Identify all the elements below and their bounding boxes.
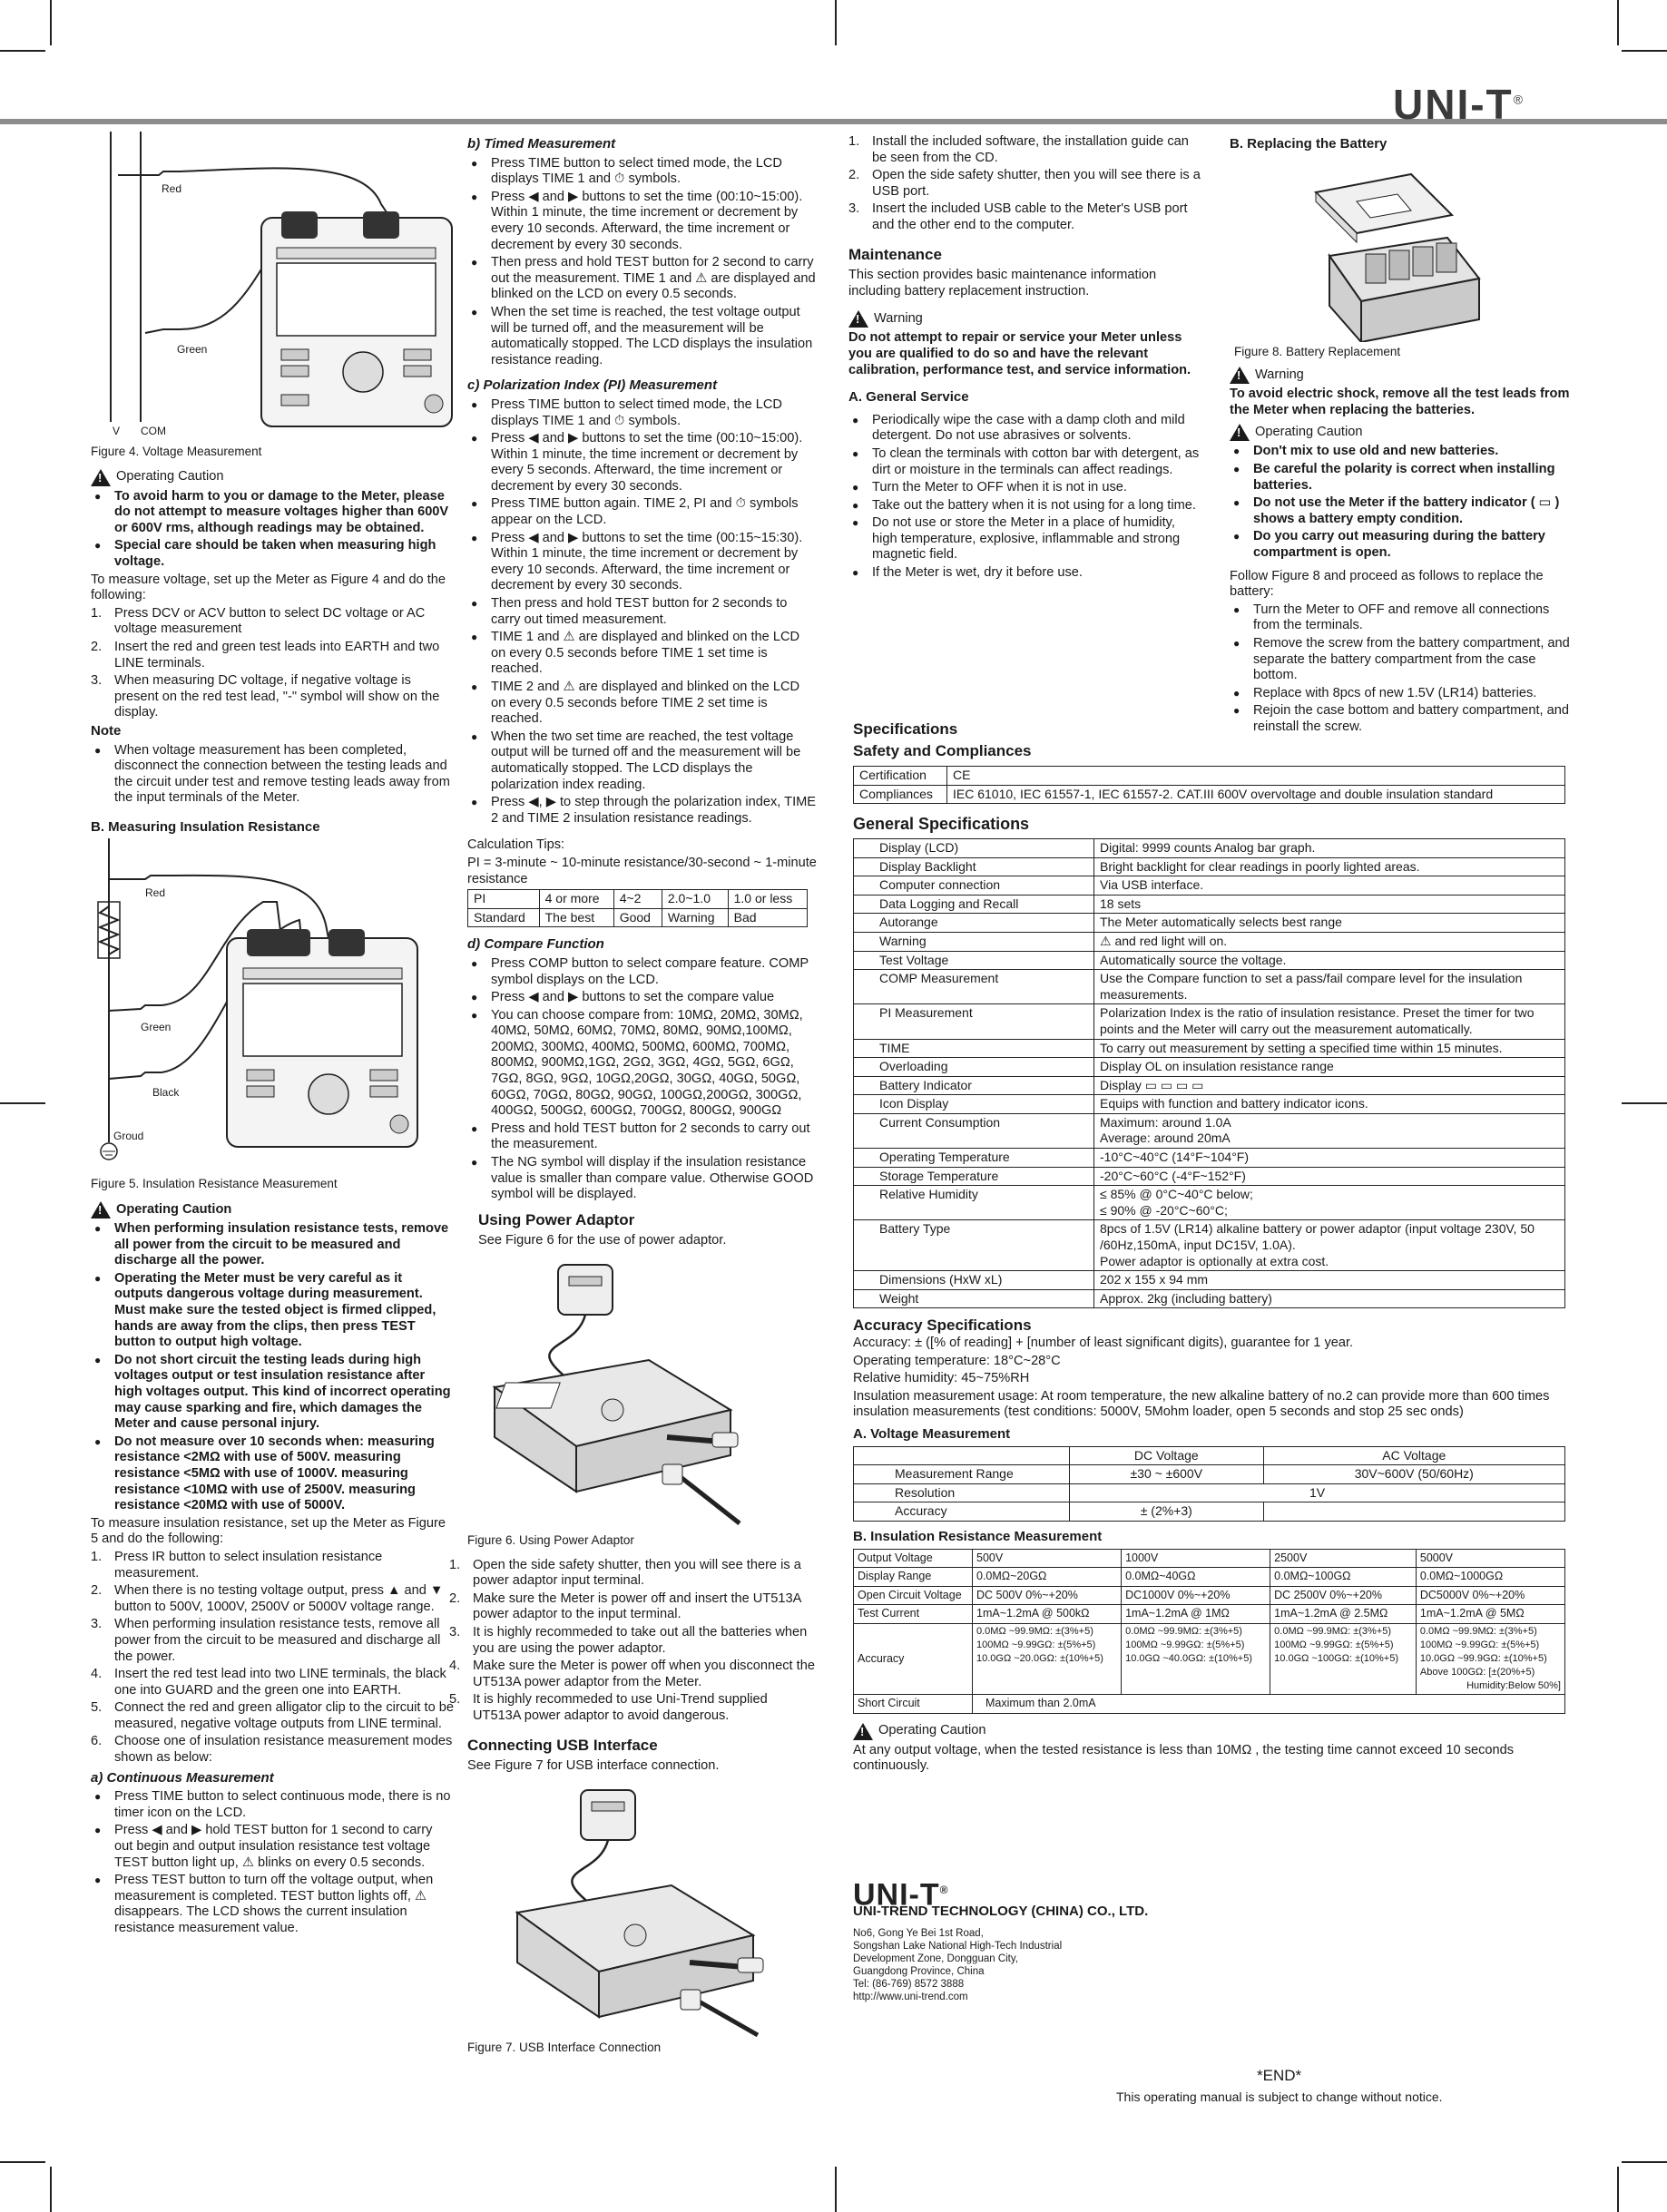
follow-text: Follow Figure 8 and proceed as follows to replace the battery: — [1230, 568, 1544, 600]
list-item: 2. Insert the red and green test leads into EARTH and two LINE terminals. — [91, 639, 440, 670]
table-cell: Resolution — [854, 1483, 1070, 1502]
table-row — [854, 1186, 1565, 1220]
table-cell: Standard — [468, 908, 540, 927]
list-item: 1. Press IR button to select insulation resistance measurement. — [91, 1549, 383, 1581]
list-item: ● Do not use the Meter if the battery indicator ( ▭ ) shows a battery empty condition. — [1230, 495, 1574, 527]
table-cell: 1mA~1.2mA @ 2.5MΩ — [1270, 1605, 1417, 1624]
caution-list — [1230, 444, 1574, 561]
spec-label: Dimensions (HxW xL) — [854, 1271, 1094, 1290]
table-cell: DC 2500V 0%~+20% — [1270, 1586, 1417, 1605]
list-item: ● To clean the terminals with cotton bar with detergent, as dirt or moisture in the terminals can affect readings. — [848, 446, 1202, 478]
spec-value: -20°C~60°C (-4°F~152°F) — [1094, 1167, 1565, 1186]
label-black: Black — [152, 1086, 180, 1100]
list-item: 6. Choose one of insulation resistance measurement modes shown as below: — [91, 1734, 453, 1766]
caution-heading: ! Operating Caution — [91, 469, 454, 486]
table-row — [854, 932, 1565, 951]
table-cell: 1.0 or less — [728, 890, 807, 909]
table-row — [854, 1039, 1565, 1058]
table-cell: 0.0MΩ ~99.9MΩ: ±(3%+5) 100MΩ ~9.99GΩ: ±(5%+5) 10.0GΩ ~99.9GΩ: ±(10%+5) Above 100GΩ: [±(20%+5) Humidity:Below 50%] — [1416, 1623, 1564, 1694]
continuous-title: a) Continuous Measurement — [91, 1769, 274, 1786]
table-cell: 1mA~1.2mA @ 500kΩ — [973, 1605, 1122, 1624]
table-cell: 0.0MΩ~100GΩ — [1270, 1568, 1417, 1587]
list-item: 3. Insert the included USB cable to the Meter's USB port and the other end to the computer. — [848, 201, 1188, 232]
table-cell: DC1000V 0%~+20% — [1122, 1586, 1270, 1605]
crop-mark — [835, 2167, 837, 2212]
voltage-spec-title: A. Voltage Measurement — [853, 1425, 1011, 1442]
figure-7 — [467, 1776, 817, 2040]
section-b-title: B. Measuring Insulation Resistance — [91, 818, 320, 835]
compare-list — [467, 956, 817, 1203]
table-cell: IEC 61010, IEC 61557-1, IEC 61557-2. CAT.III 600V overvoltage and double insulation standard — [947, 785, 1565, 804]
list-item: ● TIME 2 and ⚠ are displayed and blinked on the LCD on every 0.5 seconds before TIME 2 set time is reached. — [467, 680, 817, 728]
table-row — [854, 1058, 1565, 1077]
spec-label: Data Logging and Recall — [854, 895, 1094, 914]
list-item: 2. Open the side safety shutter, then you will see there is a USB port. — [848, 168, 1201, 199]
warning-icon — [91, 1201, 111, 1219]
list-item: ● Special care should be taken when measuring high voltage. — [91, 538, 454, 570]
table-row — [854, 838, 1565, 857]
table-cell: 0.0MΩ~1000GΩ — [1416, 1568, 1564, 1587]
list-item: 2. Make sure the Meter is power off and insert the UT513A power adaptor to the input terminal. — [449, 1590, 801, 1622]
spec-label: Storage Temperature — [854, 1167, 1094, 1186]
table-cell: Short Circuit — [854, 1694, 973, 1713]
table-row — [854, 1623, 1565, 1694]
list-item: ● When the two set time are reached, the test voltage output will be turned off and the measurement will be automatically stopped. The LCD displays the polarization index reading. — [467, 729, 817, 793]
table-cell: 4 or more — [539, 890, 613, 909]
caution-list — [91, 1221, 454, 1514]
table-cell: Test Current — [854, 1605, 973, 1624]
pi-table — [467, 889, 808, 927]
accuracy-line: Operating temperature: 18°C~28°C — [853, 1353, 1061, 1368]
list-item: 4. Make sure the Meter is power off when you disconnect the UT513A power adaptor from the Meter. — [449, 1659, 815, 1689]
crop-mark — [1622, 2161, 1667, 2163]
spec-value: Digital: 9999 counts Analog bar graph. — [1094, 838, 1565, 857]
spec-label: Battery Indicator — [854, 1076, 1094, 1095]
list-item: ● Press TIME button to select timed mode, the LCD displays TIME 1 and ⏱ symbols. — [467, 397, 817, 429]
table-cell: CE — [947, 767, 1565, 786]
table-row — [854, 1289, 1565, 1308]
list-item: ● When the set time is reached, the test voltage output will be turned off, and the measurement will be automatically stopped. The LCD displays the insulation resistance reading. — [467, 305, 817, 368]
table-row — [854, 876, 1565, 896]
spec-label: PI Measurement — [854, 1004, 1094, 1039]
figure-8 — [1230, 156, 1574, 342]
table-row — [854, 1095, 1565, 1114]
crop-mark — [50, 0, 52, 45]
voltage-spec-table — [853, 1446, 1565, 1522]
figure-6-caption: Figure 6. Using Power Adaptor — [467, 1533, 634, 1547]
list-item: ● Replace with 8pcs of new 1.5V (LR14) batteries. — [1230, 686, 1574, 702]
spec-label: Test Voltage — [854, 951, 1094, 970]
pi-list — [467, 397, 817, 827]
follow-list — [1230, 602, 1574, 736]
spec-value: Use the Compare function to set a pass/fail compare level for the insulation measurements. — [1094, 970, 1565, 1004]
table-row — [854, 785, 1565, 804]
table-cell: DC Voltage — [1070, 1446, 1264, 1465]
note-list — [91, 743, 454, 807]
list-item: ● Turn the Meter to OFF when it is not in use. — [848, 480, 1202, 496]
table-row — [854, 767, 1565, 786]
table-cell: PI — [468, 890, 540, 909]
table-row — [468, 908, 808, 927]
figure-4 — [91, 132, 454, 440]
list-item: ● Press and hold TEST button for 2 seconds to carry out the measurement. — [467, 1121, 817, 1153]
table-cell: DC 500V 0%~+20% — [973, 1586, 1122, 1605]
column-2 — [449, 136, 817, 2064]
list-item: ● Press TIME button again. TIME 2, PI and ⏱ symbols appear on the LCD. — [467, 496, 817, 528]
list-item: ● Press ◀ and ▶ buttons to set the time (00:10~15:00). Within 1 minute, the time increment or decrement by every 5 seconds. Afterward, the time increment or decrement by every 30 seconds. — [467, 431, 817, 494]
caution-list — [91, 489, 454, 571]
label-red: Red — [162, 182, 182, 195]
table-row — [854, 1220, 1565, 1271]
list-item: ● Don't mix to use old and new batteries. — [1230, 444, 1574, 460]
table-cell: 0.0MΩ ~99.9MΩ: ±(3%+5) 100MΩ ~9.99GΩ: ±(5%+5) 10.0GΩ ~20.0GΩ: ±(10%+5) — [973, 1623, 1122, 1694]
list-item: 4. Insert the red test lead into two LINE terminals, the black one into GUARD and the green one into EARTH. — [91, 1667, 446, 1698]
list-item: ● Do you carry out measuring during the battery compartment is open. — [1230, 529, 1574, 561]
crop-mark — [1617, 2167, 1619, 2212]
figure-7-caption: Figure 7. USB Interface Connection — [467, 2040, 662, 2054]
table-row — [854, 857, 1565, 876]
maintenance-title: Maintenance — [848, 245, 942, 263]
list-item: ● If the Meter is wet, dry it before use. — [848, 565, 1202, 582]
table-row — [854, 1605, 1565, 1624]
specs-title: Specifications — [853, 720, 958, 738]
list-item: ● Then press and hold TEST button for 2 second to carry out the measurement. TIME 1 and ⚠ are displayed and blinked on the LCD on every 0.5 seconds. — [467, 255, 817, 303]
figure-8-caption: Figure 8. Battery Replacement — [1234, 344, 1401, 358]
company-name: UNI-TREND TECHNOLOGY (CHINA) CO., LTD. — [853, 1903, 1149, 1919]
company-address: No6, Gong Ye Bei 1st Road, Songshan Lake National High-Tech Industrial Development Zone, Dongguan City, Guangdong Province, China Tel: (86-769) 8572 3888 http://www.uni-trend.com — [853, 1927, 1063, 2002]
table-row — [854, 1502, 1565, 1522]
list-item: ● Press ◀ and ▶ buttons to set the time (00:15~15:30). Within 1 minute, the time increment or decrement by every 10 seconds. Afterward, the time increment or decrement by every 30 seconds. — [467, 531, 817, 594]
warning-icon — [1230, 424, 1250, 441]
table-cell: ± (2%+3) — [1070, 1502, 1264, 1522]
table-row — [854, 1586, 1565, 1605]
battery-replacement-diagram — [1230, 156, 1574, 342]
spec-label: Display (LCD) — [854, 838, 1094, 857]
crop-mark — [1622, 50, 1667, 52]
table-row — [854, 1004, 1565, 1039]
crop-mark — [1622, 1102, 1667, 1104]
label-groud: Groud — [113, 1130, 144, 1143]
spec-value: -10°C~40°C (14°F~104°F) — [1094, 1149, 1565, 1168]
list-item: ● Press TIME button to select timed mode, the LCD displays TIME 1 and ⏱ symbols. — [467, 156, 817, 188]
spec-value: Automatically source the voltage. — [1094, 951, 1565, 970]
table-cell — [854, 1446, 1070, 1465]
spec-label: Display Backlight — [854, 857, 1094, 876]
table-cell: 500V — [973, 1549, 1122, 1568]
table-cell: Accuracy — [854, 1623, 973, 1694]
warning-heading: ! Warning — [1230, 367, 1574, 384]
warning-text: Do not attempt to repair or service your Meter unless you are qualified to do so and have the relevant calibration, performance test, and service information. — [848, 330, 1191, 377]
general-table — [853, 838, 1565, 1308]
safety-table — [853, 766, 1565, 804]
list-item: ● Press ◀ and ▶ buttons to set the compare value — [467, 990, 817, 1006]
list-item: ● Press TEST button to turn off the voltage output, when measurement is completed. TEST button lights off, ⚠ disappears. The LCD shows the current insulation resistance measurement value. — [91, 1873, 454, 1936]
table-cell: 4~2 — [613, 890, 662, 909]
warning-icon — [91, 469, 111, 486]
table-cell: Bad — [728, 908, 807, 927]
list-item: ● Press ◀, ▶ to step through the polarization index, TIME 2 and TIME 2 insulation resistance readings. — [467, 795, 817, 827]
insulation-spec-title: B. Insulation Resistance Measurement — [853, 1528, 1103, 1544]
list-item: 5. Connect the red and green alligator clip to the circuit to be measured, negative voltage outputs from LINE terminal. — [91, 1700, 454, 1731]
table-cell: Compliances — [854, 785, 947, 804]
company-footer — [853, 1877, 1307, 2003]
table-row — [854, 1076, 1565, 1095]
table-cell: Good — [613, 908, 662, 927]
table-row — [854, 895, 1565, 914]
adaptor-steps — [449, 1558, 817, 1725]
insulation-intro: To measure insulation resistance, set up the Meter as Figure 5 and do the following: — [91, 1515, 446, 1547]
footer-logo: UNI-T® — [853, 1877, 949, 1913]
accuracy-line: Accuracy: ± ([% of reading] + [number of least significant digits), guarantee for 1 year. — [853, 1336, 1354, 1350]
table-row — [854, 1483, 1565, 1502]
column-3 — [848, 134, 1202, 583]
brand-logo: UNI-T® — [1393, 81, 1525, 128]
list-item: ● You can choose compare from: 10MΩ, 20MΩ, 30MΩ, 40MΩ, 50MΩ, 60MΩ, 70MΩ, 80MΩ, 90MΩ,100MΩ, 200MΩ, 300MΩ, 400MΩ, 500MΩ, 600MΩ, 700MΩ, 800MΩ, 900MΩ,1GΩ, 2GΩ, 3GΩ, 4GΩ, 5GΩ, 6GΩ, 7GΩ, 8GΩ, 9GΩ, 10GΩ,20GΩ, 30GΩ, 40GΩ, 50GΩ, 60GΩ, 70GΩ, 80GΩ, 90GΩ, 100GΩ,200GΩ, 300GΩ, 400GΩ, 500GΩ, 600GΩ, 700GΩ, 800GΩ, 900GΩ — [467, 1008, 817, 1120]
spec-value: ≤ 85% @ 0°C~40°C below; ≤ 90% @ -20°C~60°C; — [1094, 1186, 1565, 1220]
list-item: ● Do not measure over 10 seconds when: measuring resistance <2MΩ with use of 500V. measuring resistance <5MΩ with use of 1000V. measuring resistance <10MΩ with use of 2500V. measuring resistance <20MΩ with use of 5000V. — [91, 1434, 454, 1514]
list-item: ● Take out the battery when it is not using for a long time. — [848, 498, 1202, 514]
table-row — [854, 1167, 1565, 1186]
continuous-list — [91, 1789, 454, 1936]
list-item: ● TIME 1 and ⚠ are displayed and blinked on the LCD on every 0.5 seconds before TIME 1 set time is reached. — [467, 630, 817, 678]
spec-label: Icon Display — [854, 1095, 1094, 1114]
compare-title: d) Compare Function — [467, 936, 604, 953]
crop-mark — [0, 50, 45, 52]
table-row — [854, 1465, 1565, 1484]
list-item: 2. When there is no testing voltage output, press ▲ and ▼ button to 500V, 1000V, 2500V or 5000V voltage range. — [91, 1583, 444, 1614]
crop-mark — [50, 2167, 52, 2212]
spec-value: Bright backlight for clear readings in poorly lighted areas. — [1094, 857, 1565, 876]
table-cell: Output Voltage — [854, 1549, 973, 1568]
list-item: 3. It is highly recommeded to take out all the batteries when you are using the power adaptor. — [449, 1624, 808, 1656]
caution-heading: ! Operating Caution — [1230, 424, 1574, 441]
voltage-steps — [91, 606, 454, 721]
list-item: ● Press ◀ and ▶ hold TEST button for 1 second to carry out begin and output insulation resistance test voltage TEST button light up, ⚠ blinks on every 0.5 seconds. — [91, 1823, 454, 1871]
caution-heading: ! Operating Caution — [853, 1723, 1570, 1740]
table-cell: Maximum than 2.0mA — [973, 1694, 1565, 1713]
voltage-intro: To measure voltage, set up the Meter as Figure 4 and do the following: — [91, 572, 446, 603]
spec-label: COMP Measurement — [854, 970, 1094, 1004]
table-row — [854, 914, 1565, 933]
spec-label: Relative Humidity — [854, 1186, 1094, 1220]
table-cell: 0.0MΩ ~99.9MΩ: ±(3%+5) 100MΩ ~9.99GΩ: ±(5%+5) 10.0GΩ ~100GΩ: ±(10%+5) — [1270, 1623, 1417, 1694]
table-row — [468, 890, 808, 909]
list-item: 1. Open the side safety shutter, then you will see there is a power adaptor input terminal. — [449, 1557, 801, 1589]
list-item: 1. Press DCV or ACV button to select DC voltage or AC voltage measurement — [91, 605, 426, 637]
table-cell: The best — [539, 908, 613, 927]
table-cell: 0.0MΩ~20GΩ — [973, 1568, 1122, 1587]
table-cell: 30V~600V (50/60Hz) — [1263, 1465, 1564, 1484]
figure-4-caption: Figure 4. Voltage Measurement — [91, 445, 262, 458]
maintenance-intro: This section provides basic maintenance information including battery replacement instruction. — [848, 268, 1157, 299]
list-item: 5. It is highly recommeded to use Uni-Trend supplied UT513A power adaptor to avoid dangerous. — [449, 1692, 768, 1723]
spec-value: Maximum: around 1.0A Average: around 20mA — [1094, 1113, 1565, 1148]
label-green: Green — [141, 1021, 172, 1034]
spec-value: 18 sets — [1094, 895, 1565, 914]
usb-intro: See Figure 7 for USB interface connection. — [467, 1758, 720, 1774]
spec-value: The Meter automatically selects best range — [1094, 914, 1565, 933]
spec-value: Approx. 2kg (including battery) — [1094, 1289, 1565, 1308]
table-cell: 1V — [1070, 1483, 1565, 1502]
table-row — [854, 1113, 1565, 1148]
warning-icon — [848, 310, 868, 328]
list-item: ● When performing insulation resistance tests, remove all power from the circuit to be measured and discharge all the power. — [91, 1221, 454, 1269]
table-row — [854, 1446, 1565, 1465]
spec-value: To carry out measurement by setting a specified time within 15 minutes. — [1094, 1039, 1565, 1058]
table-cell: Warning — [662, 908, 728, 927]
spec-value: Via USB interface. — [1094, 876, 1565, 896]
table-cell: 1mA~1.2mA @ 5MΩ — [1416, 1605, 1564, 1624]
spec-label: Current Consumption — [854, 1113, 1094, 1148]
replace-battery-title: B. Replacing the Battery — [1230, 136, 1388, 152]
list-item: ● Do not use or store the Meter in a place of humidity, high temperature, explosive, inflammable and strong magnetic field. — [848, 515, 1202, 563]
timed-list — [467, 156, 817, 369]
spec-value: ⚠ and red light will on. — [1094, 932, 1565, 951]
spec-value: 202 x 155 x 94 mm — [1094, 1271, 1565, 1290]
table-cell: 1000V — [1122, 1549, 1270, 1568]
safety-title: Safety and Compliances — [853, 741, 1032, 759]
usb-interface-diagram — [467, 1776, 794, 2040]
figure-6 — [467, 1251, 817, 1532]
spec-label: TIME — [854, 1039, 1094, 1058]
table-cell: Certification — [854, 767, 947, 786]
table-cell — [1263, 1502, 1564, 1522]
calc-formula: PI = 3-minute ~ 10-minute resistance/30-second ~ 1-minute resistance — [467, 855, 817, 886]
warning-icon — [853, 1723, 873, 1740]
insulation-steps — [91, 1550, 454, 1767]
accuracy-title: Accuracy Specifications — [853, 1316, 1032, 1335]
table-cell: Display Range — [854, 1568, 973, 1587]
spec-label: Operating Temperature — [854, 1149, 1094, 1168]
table-cell: DC5000V 0%~+20% — [1416, 1586, 1564, 1605]
crop-mark — [835, 0, 837, 45]
table-cell: 1mA~1.2mA @ 1MΩ — [1122, 1605, 1270, 1624]
usb-title: Connecting USB Interface — [467, 1736, 658, 1754]
list-item: ● The NG symbol will display if the insulation resistance value is smaller than compare value. Otherwise GOOD symbol will be displayed. — [467, 1155, 817, 1203]
figure-5 — [91, 838, 454, 1174]
timed-title: b) Timed Measurement — [467, 136, 616, 152]
table-row — [854, 1271, 1565, 1290]
table-row — [854, 1149, 1565, 1168]
caution-heading: ! Operating Caution — [91, 1201, 454, 1219]
column-1 — [91, 132, 454, 1939]
warning-text: To avoid electric shock, remove all the test leads from the Meter when replacing the batteries. — [1230, 387, 1570, 417]
list-item: ● Press TIME button to select continuous mode, there is no timer icon on the LCD. — [91, 1789, 454, 1821]
voltage-measurement-diagram — [91, 132, 454, 440]
spec-value: Equips with function and battery indicator icons. — [1094, 1095, 1565, 1114]
table-row — [854, 970, 1565, 1004]
list-item: ● Remove the screw from the battery compartment, and separate the battery compartment from the case bottom. — [1230, 636, 1574, 684]
table-cell: 0.0MΩ~40GΩ — [1122, 1568, 1270, 1587]
crop-mark — [1617, 0, 1619, 45]
spec-label: Battery Type — [854, 1220, 1094, 1271]
list-item: ● Press ◀ and ▶ buttons to set the time (00:10~15:00). Within 1 minute, the time increment or decrement by every 10 seconds. Afterward, the time increment or decrement by every 30 seconds. — [467, 190, 817, 253]
list-item: ● Do not short circuit the testing leads during high voltages output or test insulation resistance after high voltages output. This kind of incorrect operating may cause sparking and fire, which damages the Meter and cause personal injury. — [91, 1353, 454, 1433]
list-item: ● Be careful the polarity is correct when installing batteries. — [1230, 462, 1574, 494]
list-item: ● Turn the Meter to OFF and remove all connections from the terminals. — [1230, 602, 1574, 634]
list-item: ● Rejoin the case bottom and battery compartment, and reinstall the screw. — [1230, 703, 1574, 735]
label-com: COM — [141, 425, 166, 437]
label-v: V — [113, 425, 121, 437]
list-item: ● Periodically wipe the case with a damp cloth and mild detergent. Do not use abrasives or solvents. — [848, 413, 1202, 445]
table-cell: AC Voltage — [1263, 1446, 1564, 1465]
specifications — [853, 721, 1570, 1776]
table-cell: Accuracy — [854, 1502, 1070, 1522]
spec-value: Polarization Index is the ratio of insulation resistance. Preset the timer for two points and the Meter will carry out the measurement automatically. — [1094, 1004, 1565, 1039]
warning-heading: ! Warning — [848, 310, 1202, 328]
change-notice: This operating manual is subject to change without notice. — [1116, 2090, 1443, 2104]
list-item: ● To avoid harm to you or damage to the Meter, please do not attempt to measure voltages higher than 600V or 600V rms, although readings may be obtained. — [91, 489, 454, 537]
list-item: 3. When performing insulation resistance tests, remove all power from the circuit to be measured and discharge all the power. — [91, 1617, 441, 1664]
calc-title: Calculation Tips: — [467, 837, 565, 853]
table-cell: 0.0MΩ ~99.9MΩ: ±(3%+5) 100MΩ ~9.99GΩ: ±(5%+5) 10.0GΩ ~40.0GΩ: ±(10%+5) — [1122, 1623, 1270, 1694]
warning-icon — [1230, 367, 1250, 384]
adaptor-title: Using Power Adaptor — [478, 1210, 635, 1228]
list-item: ● Operating the Meter must be very careful as it outputs dangerous voltage during measurement. Must make sure the tested object is firmed clipped, hands are away from the clips, then press TEST button to output high voltage. — [91, 1271, 454, 1351]
table-cell: 2.0~1.0 — [662, 890, 728, 909]
table-row — [854, 1694, 1565, 1713]
spec-label: Overloading — [854, 1058, 1094, 1077]
accuracy-line: Relative humidity: 45~75%RH — [853, 1371, 1030, 1386]
spec-label: Warning — [854, 932, 1094, 951]
spec-label: Autorange — [854, 914, 1094, 933]
general-service-title: A. General Service — [848, 389, 969, 406]
list-item: 3. When measuring DC voltage, if negative voltage is present on the red test lead, "-" symbol will show on the display. — [91, 673, 440, 720]
crop-mark — [0, 1102, 45, 1104]
spec-value: Display OL on insulation resistance range — [1094, 1058, 1565, 1077]
spec-label: Computer connection — [854, 876, 1094, 896]
list-item: 1. Install the included software, the installation guide can be seen from the CD. — [848, 134, 1189, 165]
crop-mark — [0, 2161, 45, 2163]
end-marker: *END* — [1257, 2067, 1302, 2084]
list-item: ● Then press and hold TEST button for 2 seconds to carry out timed measurement. — [467, 596, 817, 628]
table-cell: Open Circuit Voltage — [854, 1586, 973, 1605]
spec-value: 8pcs of 1.5V (LR14) alkaline battery or power adaptor (input voltage 230V, 50 /60Hz,150mA, input DC15V, 1.0A). Power adaptor is optionally at extra cost. — [1094, 1220, 1565, 1271]
table-cell: 2500V — [1270, 1549, 1417, 1568]
pi-title: c) Polarization Index (PI) Measurement — [467, 377, 718, 394]
list-item: ● Press COMP button to select compare feature. COMP symbol displays on the LCD. — [467, 956, 817, 988]
list-item: ● When voltage measurement has been completed, disconnect the connection between the testing leads and the circuit under test and remove testing leads away from the input terminals of the Meter. — [91, 743, 454, 807]
table-row — [854, 951, 1565, 970]
table-cell: 5000V — [1416, 1549, 1564, 1568]
final-caution-text: At any output voltage, when the tested resistance is less than 10MΩ , the testing time cannot exceed 10 seconds continuously. — [853, 1742, 1515, 1774]
table-cell: Measurement Range — [854, 1465, 1070, 1484]
adaptor-intro: See Figure 6 for the use of power adaptor. — [478, 1233, 727, 1248]
column-4 — [1230, 136, 1574, 737]
spec-value: Display ▭ ▭ ▭ ▭ — [1094, 1076, 1565, 1095]
label-red: Red — [145, 886, 166, 900]
insulation-spec-table — [853, 1549, 1565, 1714]
general-title: General Specifications — [853, 815, 1030, 834]
general-service-list — [848, 413, 1202, 582]
table-row — [854, 1549, 1565, 1568]
usb-steps — [848, 134, 1202, 234]
power-adaptor-diagram — [467, 1251, 794, 1532]
note-title: Note — [91, 722, 122, 739]
figure-5-caption: Figure 5. Insulation Resistance Measurement — [91, 1177, 338, 1191]
spec-label: Weight — [854, 1289, 1094, 1308]
table-row — [854, 1568, 1565, 1587]
label-green: Green — [177, 343, 208, 356]
table-cell: ±30 ~ ±600V — [1070, 1465, 1264, 1484]
accuracy-line: Insulation measurement usage: At room temperature, the new alkaline battery of no.2 can provide more than 600 times insulation measurements (test conditions: 5000V, 5Mohm loader, open 5 seconds and stop 25 sec onds) — [853, 1388, 1550, 1420]
